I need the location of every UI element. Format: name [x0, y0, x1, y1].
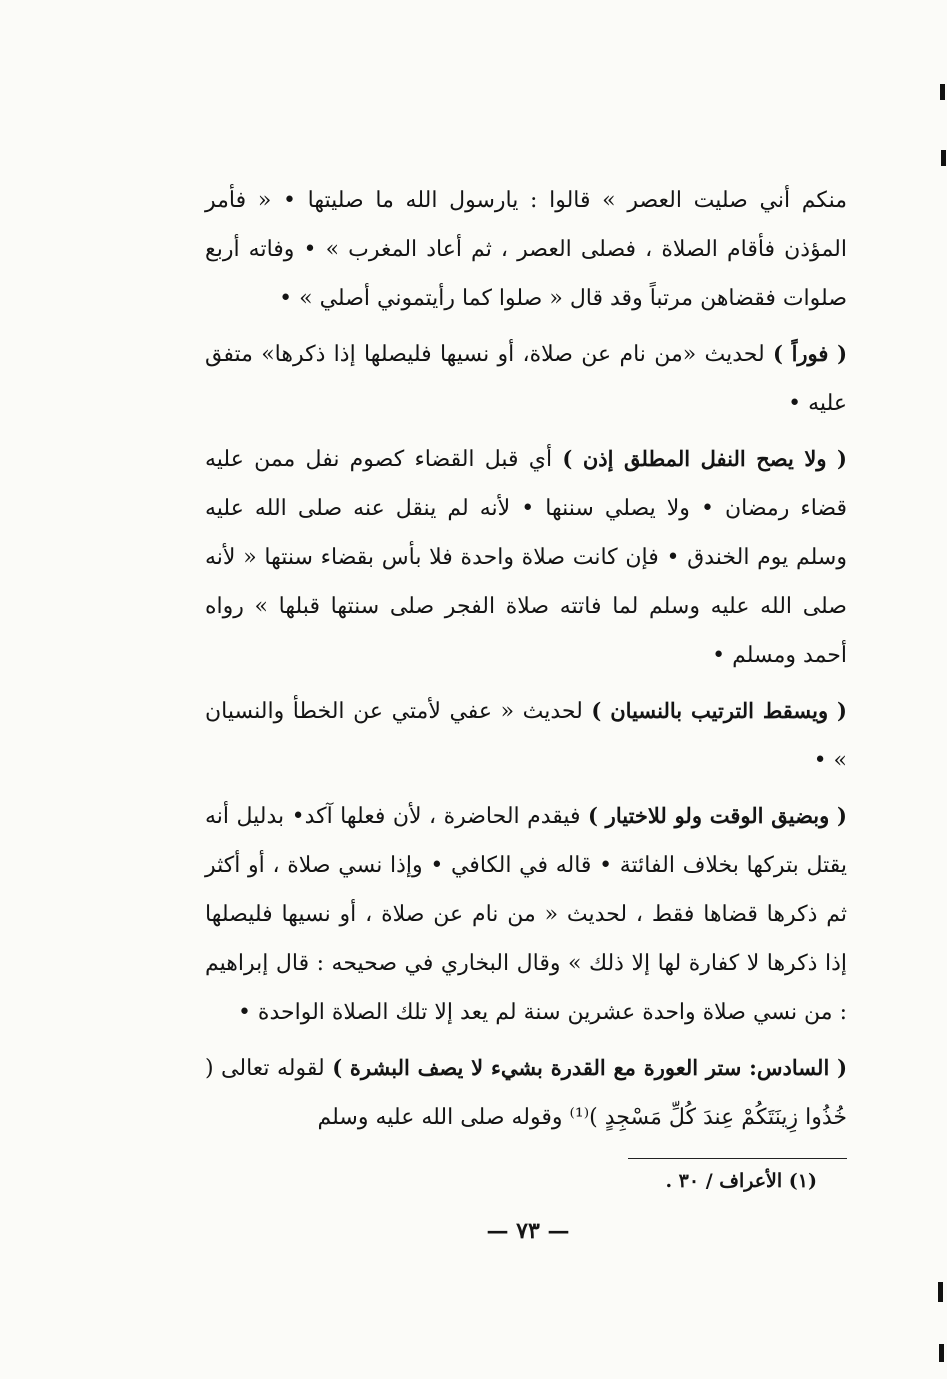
- scan-edge-mark: [941, 150, 946, 166]
- paragraph-2-text: لحديث «من نام عن صلاة، أو نسيها فليصلها إذا ذكرها» متفق عليه •: [205, 342, 847, 416]
- body-text: [205, 176, 847, 1142]
- paragraph-3-text: أي قبل القضاء كصوم نفل ممن عليه قضاء رمضان • ولا يصلي سننها • لأنه لم ينقل عنه صلى الله عليه وسلم يوم الخندق • فإن كانت صلاة واحدة فلا بأس بقضاء سنتها « لأنه صلى الله عليه وسلم لما فاتته صلاة الفجر صلى سنتها قبلها » رواه أحمد ومسلم •: [205, 447, 847, 668]
- scan-edge-mark: [939, 1344, 944, 1362]
- paragraph-3-heading: ( ولا يصح النفل المطلق إذن ): [562, 446, 847, 471]
- paragraph-4: [205, 686, 847, 785]
- paragraph-5-heading: ( وبضيق الوقت ولو للاختيار ): [587, 803, 847, 828]
- paragraph-5-text: فيقدم الحاضرة ، لأن فعلها آكد• بدليل أنه يقتل بتركها بخلاف الفائتة • قاله في الكافي • وإذا نسي صلاة ، أو أكثر ثم ذكرها قضاها فقط ، لحديث « من نام عن صلاة ، أو نسيها فليصلها إذا ذكرها لا كفارة لها إلا ذلك » وقال البخاري في صحيحه : قال إبراهيم : من نسي صلاة واحدة عشرين سنة لم يعد إلا تلك الصلاة الواحدة •: [205, 804, 848, 1025]
- footnote-divider: [628, 1158, 847, 1159]
- paragraph-1: [205, 176, 847, 323]
- footnote: (١) الأعراف / ٣٠ .: [665, 1170, 817, 1192]
- paragraph-6: [205, 1043, 847, 1142]
- paragraph-4-heading: ( ويسقط الترتيب بالنسيان ): [591, 698, 847, 723]
- paragraph-5: [205, 791, 847, 1037]
- paragraph-2-heading: ( فوراً ): [773, 341, 847, 366]
- scan-edge-mark: [940, 84, 945, 100]
- paragraph-2: [205, 329, 847, 428]
- paragraph-1-text: منكم أني صليت العصر » قالوا : يارسول الله ما صليتها • « فأمر المؤذن فأقام الصلاة ، فصلى العصر ، ثم أعاد المغرب » • وفاته أربع صلوات فقضاهن مرتباً وقد قال « صلوا كما رأيتموني أصلي » •: [205, 188, 847, 311]
- page-number: — ٧٣ —: [486, 1218, 570, 1244]
- paragraph-3: [205, 434, 847, 680]
- paragraph-4-text: لحديث « عفي لأمتي عن الخطأ والنسيان » •: [205, 699, 847, 773]
- scan-edge-mark: [938, 1282, 943, 1302]
- paragraph-6-heading: ( السادس: ستر العورة مع القدرة بشيء لا يصف البشرة ): [332, 1055, 848, 1080]
- paragraph-6-text: لقوله تعالى ( خُذُوا زِينَتَكُمْ عِندَ كُلِّ مَسْجِدٍ )⁽¹⁾ وقوله صلى الله عليه وسلم: [205, 1056, 847, 1130]
